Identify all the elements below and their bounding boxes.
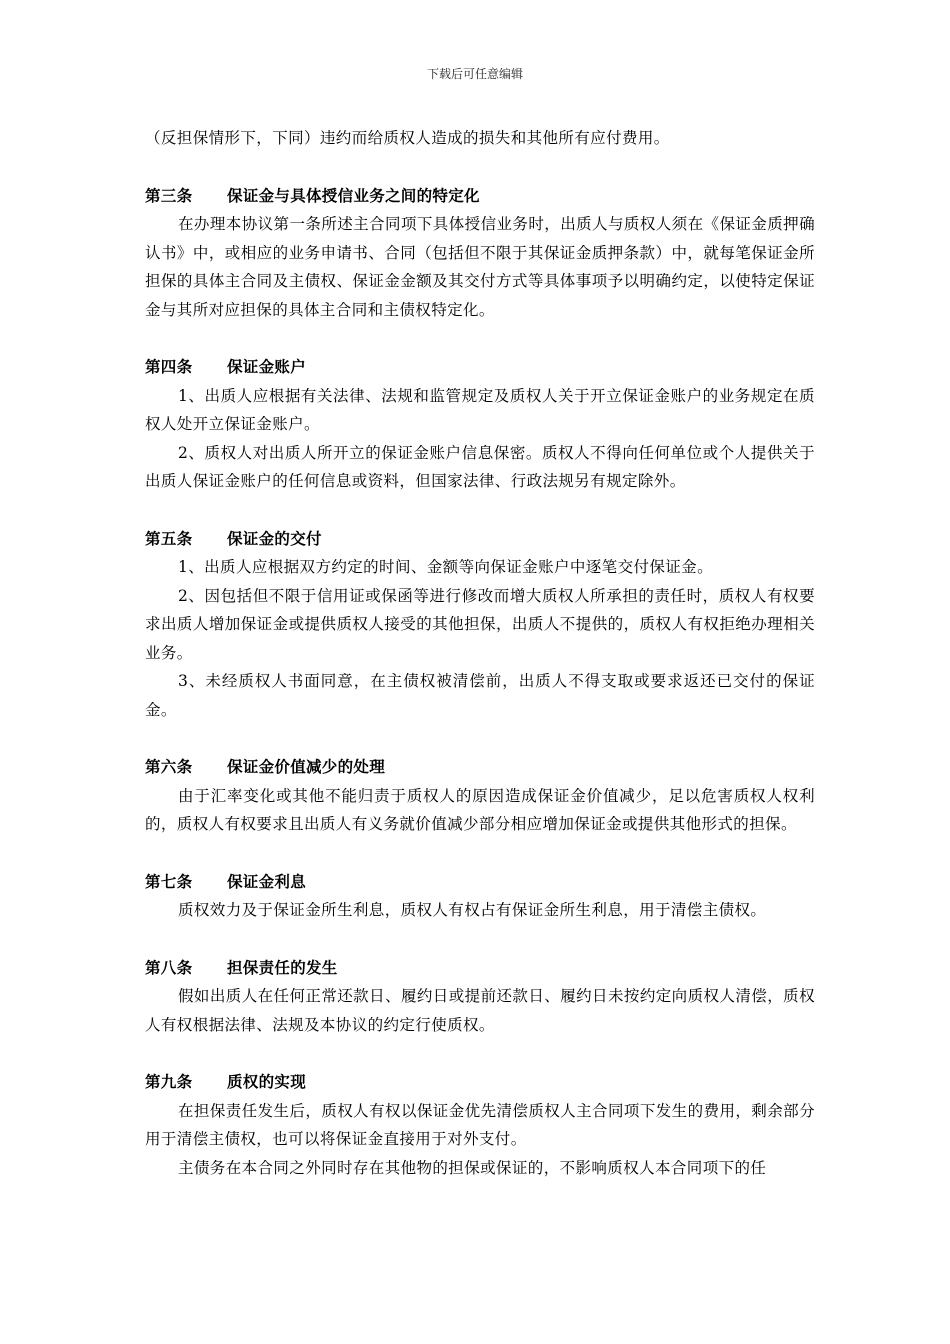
article-5 [145, 525, 815, 725]
article-title: 保证金账户 [227, 358, 307, 376]
article-number: 第六条 [145, 758, 193, 776]
article-heading [145, 753, 815, 782]
article-number: 第四条 [145, 358, 193, 376]
article-paragraph: 在办理本协议第一条所述主合同项下具体授信业务时，出质人与质权人须在《保证金质押确认书》中，或相应的业务申请书、合同（包括但不限于其保证金质押条款）中，就每笔保证金所担保的具体主合同及主债权、保证金金额及其交付方式等具体事项予以明确约定，以使特定保证金与其所对应担保的具体主合同和主债权特定化。 [145, 215, 815, 319]
article-number: 第七条 [145, 872, 193, 891]
article-paragraph: 在担保责任发生后，质权人有权以保证金优先清偿质权人主合同项下发生的费用，剩余部分用于清偿主债权，也可以将保证金直接用于对外支付。 [145, 1101, 815, 1148]
article-paragraph: 假如出质人在任何正常还款日、履约日或提前还款日、履约日未按约定向质权人清偿，质权人有权根据法律、法规及本协议的约定行使质权。 [145, 987, 815, 1034]
article-paragraph: 质权效力及于保证金所生利息，质权人有权占有保证金所生利息，用于清偿主债权。 [178, 901, 767, 919]
article-title: 保证金的交付 [227, 529, 322, 548]
article-title: 质权的实现 [227, 1073, 307, 1091]
article-heading [145, 1068, 815, 1097]
article-heading [145, 954, 815, 983]
article-title: 保证金利息 [227, 872, 307, 891]
article-paragraph: 1、出质人应根据双方约定的时间、金额等向保证金账户中逐笔交付保证金。 [178, 558, 713, 576]
article-title: 保证金与具体授信业务之间的特定化 [227, 186, 480, 205]
article-3 [145, 182, 815, 325]
article-heading [145, 868, 815, 897]
page-header-note: 下载后可任意编辑 [426, 67, 523, 81]
document-body [145, 124, 815, 1182]
article-paragraph: 1、出质人应根据有关法律、法规和监管规定及质权人关于开立保证金账户的业务规定在质权人处开立保证金账户。 [145, 386, 815, 433]
article-heading [145, 353, 815, 382]
article-paragraph: 3、未经质权人书面同意，在主债权被清偿前，出质人不得支取或要求返还已交付的保证金。 [145, 672, 815, 719]
article-heading [145, 525, 815, 554]
article-paragraph: 由于汇率变化或其他不能归责于质权人的原因造成保证金价值减少，足以危害质权人权利的，质权人有权要求且出质人有义务就价值减少部分相应增加保证金或提供其他形式的担保。 [145, 786, 815, 833]
article-6 [145, 753, 815, 839]
opening-paragraph: （反担保情形下，下同）违约而给质权人造成的损失和其他所有应付费用。 [145, 129, 670, 147]
article-7 [145, 868, 815, 925]
article-paragraph: 2、因包括但不限于信用证或保函等进行修改而增大质权人所承担的责任时，质权人有权要求出质人增加保证金或提供质权人接受的其他担保，出质人不提供的，质权人有权拒绝办理相关业务。 [145, 586, 815, 662]
article-number: 第九条 [145, 1073, 193, 1091]
article-9 [145, 1068, 815, 1182]
article-4 [145, 353, 815, 496]
article-title: 担保责任的发生 [227, 958, 338, 977]
article-8 [145, 954, 815, 1040]
article-paragraph: 2、质权人对出质人所开立的保证金账户信息保密。质权人不得向任何单位或个人提供关于出质人保证金账户的任何信息或资料，但国家法律、行政法规另有规定除外。 [145, 443, 815, 490]
article-number: 第八条 [145, 958, 193, 977]
article-heading [145, 182, 815, 211]
article-paragraph: 主债务在本合同之外同时存在其他物的担保或保证的，不影响质权人本合同项下的任 [178, 1158, 767, 1177]
article-title: 保证金价值减少的处理 [227, 758, 386, 776]
article-number: 第五条 [145, 529, 193, 548]
article-number: 第三条 [145, 186, 193, 205]
